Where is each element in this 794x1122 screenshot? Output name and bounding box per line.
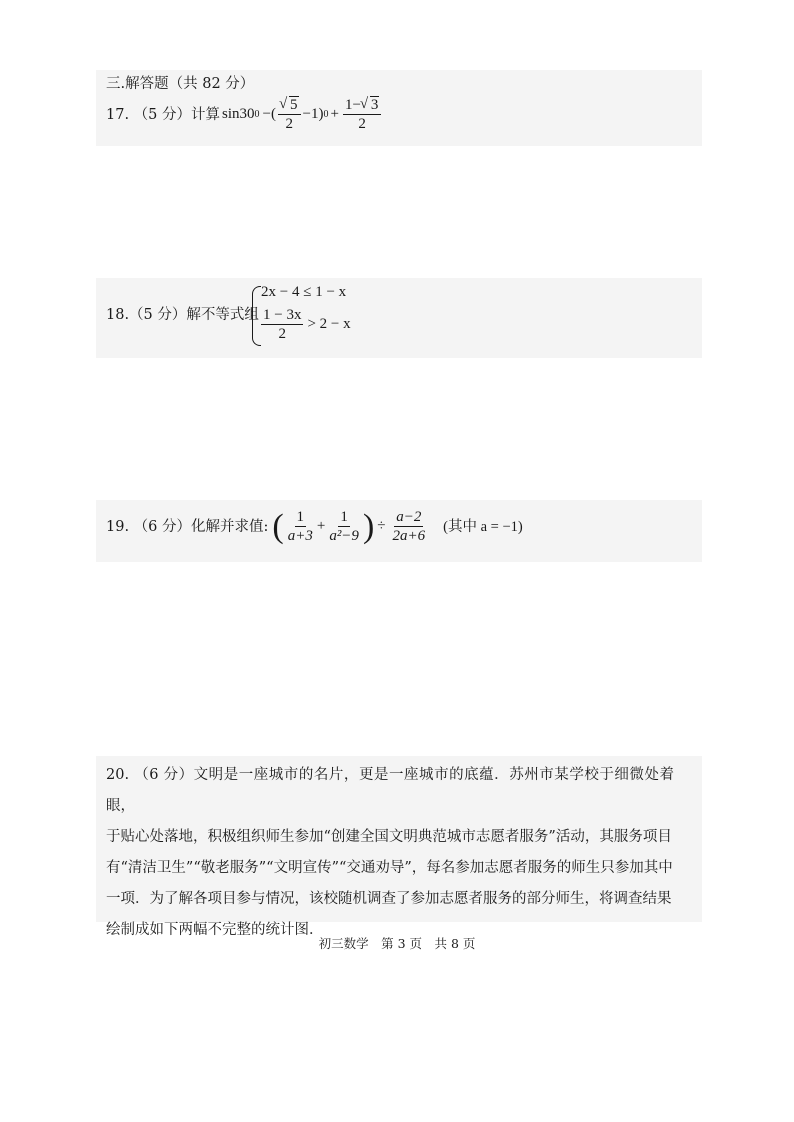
question-17 <box>106 96 383 133</box>
q17-minus: −( <box>262 106 276 122</box>
q18-frac-den: 2 <box>278 326 286 342</box>
q19-prefix: 19. （6 分）化解并求值: <box>106 518 269 535</box>
q19-div: ÷ <box>377 518 386 534</box>
q19-f2-num: 1 <box>340 509 348 525</box>
q17-frac-sqrt3 <box>343 96 381 133</box>
q17-plus: + <box>330 106 339 122</box>
q18-frac <box>261 306 303 343</box>
q19-condition: (其中 a = −1) <box>443 518 523 535</box>
q17-frac-sqrt5 <box>278 96 301 133</box>
q20-line-1: 20. （6 分）文明是一座城市的名片，更是一座城市的底蕴．苏州市某学校于细微处着眼， <box>106 767 674 814</box>
q17-prefix: 17. （5 分）计算 <box>106 106 221 123</box>
q20-line-3: 有“清洁卫生”“敬老服务”“文明宣传”“交通劝导”，每名参加志愿者服务的师生只参加其中 <box>106 860 673 876</box>
q19-f3-den: 2a+6 <box>392 528 426 544</box>
question-19 <box>106 508 523 545</box>
question-20 <box>106 760 674 946</box>
q18-ineq2 <box>259 306 351 343</box>
q20-line-5: 绘制成如下两幅不完整的统计图． <box>106 922 324 938</box>
q17-deg: 0 <box>254 109 260 120</box>
q17-minus1: −1) <box>302 106 324 122</box>
q19-f1-num: 1 <box>296 509 305 525</box>
q18-ineq2-rhs: > 2 − x <box>307 316 351 332</box>
q19-frac1 <box>286 508 315 545</box>
q20-line-4: 一项．为了解各项目参与情况，该校随机调查了参加志愿者服务的部分师生，将调查结果 <box>106 891 672 907</box>
q17-frac2-den: 2 <box>358 116 366 132</box>
q19-plus: + <box>316 518 326 534</box>
q17-num-a: 1− <box>344 97 361 113</box>
q19-lparen: ( <box>272 507 284 545</box>
q17-sin: sin30 <box>222 106 255 122</box>
q19-f1-den: a+3 <box>287 528 313 544</box>
q19-frac3 <box>391 508 428 545</box>
q20-line-2: 于贴心处落地，积极组织师生参加“创建全国文明典范城市志愿者服务”活动，其服务项目 <box>106 829 672 845</box>
q19-expression <box>272 508 522 545</box>
q18-prefix: 18.（5 分）解不等式组 <box>106 307 259 323</box>
q17-sqrt5: 5 <box>290 97 298 113</box>
q19-f3-num: a−2 <box>396 509 422 525</box>
q19-rparen: ) <box>362 507 375 545</box>
page-footer: 初三数学 第 3 页 共 8 页 <box>318 936 476 951</box>
q17-frac1-den: 2 <box>285 116 293 132</box>
q17-expression <box>222 96 383 133</box>
q19-f2-den: a²−9 <box>329 528 359 544</box>
q17-sqrt3: 3 <box>370 97 379 113</box>
q18-frac-num: 1 − 3x <box>263 307 302 323</box>
q19-frac2 <box>327 508 361 545</box>
q17-pow0: 0 <box>323 109 329 120</box>
q18-ineq1: 2x − 4 ≤ 1 − x <box>261 284 347 300</box>
section-title: 三.解答题（共 82 分） <box>106 76 255 92</box>
